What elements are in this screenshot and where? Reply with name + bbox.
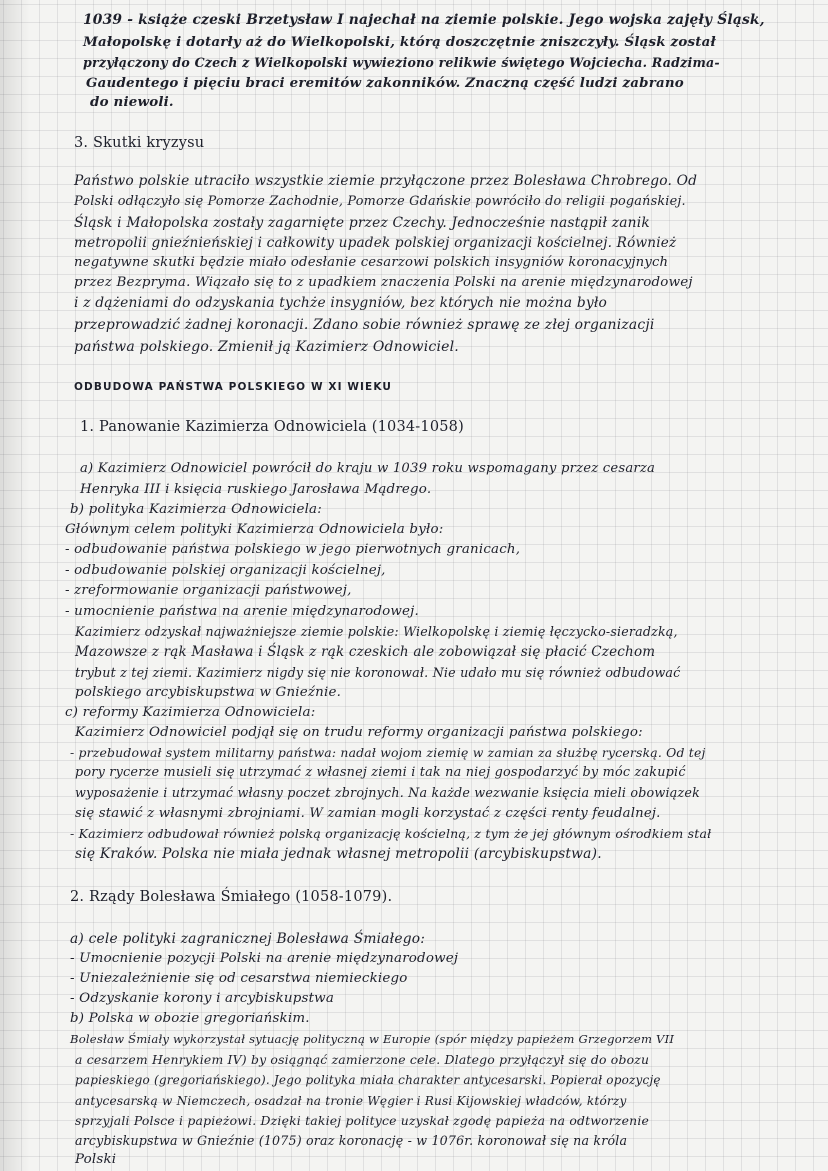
- text-line: Kazimierz odzyskał najważniejsze ziemie polskie: Wielkopolskę i ziemię łęczycko-sieradzką,: [75, 624, 678, 639]
- text-line: 1039 - książe czeski Brzetysław I najechał na ziemie polskie. Jego wojska zajęły Śląsk,: [83, 12, 765, 28]
- text-line: b) polityka Kazimierza Odnowiciela:: [70, 502, 322, 517]
- text-line: Polski odłączyło się Pomorze Zachodnie, Pomorze Gdańskie powróciło do religii pogańskiej.: [74, 194, 686, 209]
- list-item: - odbudowanie polskiej organizacji kościelnej,: [65, 563, 386, 578]
- text-line: papieskiego (gregoriańskiego). Jego polityka miała charakter antycesarski. Popierał opozycję: [75, 1073, 661, 1087]
- text-line: trybut z tej ziemi. Kazimierz nigdy się nie koronował. Nie udało mu się również odbudować: [75, 665, 681, 680]
- text-line: do niewoli.: [90, 94, 174, 110]
- list-item: - zreformowanie organizacji państwowej,: [65, 583, 352, 598]
- text-line: Państwo polskie utraciło wszystkie ziemie przyłączone przez Bolesława Chrobrego. Od: [74, 173, 698, 189]
- text-line: metropolii gnieźnieńskiej i całkowity upadek polskiej organizacji kościelnej. Również: [74, 235, 677, 251]
- text-line: pory rycerze musieli się utrzymać z własnej ziemi i tak na niej gospodarzyć by móc zakupić: [75, 765, 686, 780]
- text-line: a) cele polityki zagranicznej Bolesława Śmiałego:: [70, 931, 426, 947]
- list-item: - odbudowanie państwa polskiego w jego pierwotnych granicach,: [65, 542, 521, 557]
- list-item: - Odzyskanie korony i arcybiskupstwa: [70, 991, 335, 1006]
- page-edge-shadow: [0, 0, 30, 1171]
- section-heading-skutki-kryzysu: 3. Skutki kryzysu: [74, 135, 205, 151]
- chapter-title: ODBUDOWA PAŃSTWA POLSKIEGO W XI WIEKU: [74, 381, 392, 393]
- text-line: negatywne skutki będzie miało odesłanie cesarzowi polskich insygniów koronacyjnych: [74, 255, 669, 270]
- list-item: - Kazimierz odbudował również polską organizację kościelną, z tym że jej głównym ośrodkiem stał: [70, 826, 712, 841]
- text-line: państwa polskiego. Zmienił ją Kazimierz Odnowiciel.: [74, 339, 459, 355]
- text-line: przez Bezpryma. Wiązało się to z upadkiem znaczenia Polski na arenie międzynarodowej: [74, 275, 693, 290]
- text-line: Głównym celem polityki Kazimierza Odnowiciela było:: [65, 522, 444, 537]
- text-line: antycesarską w Niemczech, osadzał na tronie Węgier i Rusi Kijowskiej władców, którzy: [75, 1094, 627, 1108]
- list-item: - umocnienie państwa na arenie międzynarodowej.: [65, 604, 419, 619]
- text-line: Kazimierz Odnowiciel podjął się on trudu reformy organizacji państwa polskiego:: [75, 725, 643, 740]
- section-heading-boleslaw-smialy: 2. Rządy Bolesława Śmiałego (1058-1079).: [70, 889, 393, 905]
- text-line: a) Kazimierz Odnowiciel powrócił do kraju w 1039 roku wspomagany przez cesarza: [80, 461, 656, 476]
- text-line: c) reformy Kazimierza Odnowiciela:: [65, 705, 316, 720]
- section-heading-kazimierz-odnowiciel: 1. Panowanie Kazimierza Odnowiciela (1034-1058): [80, 419, 464, 435]
- text-line: sprzyjali Polsce i papieżowi. Dzięki takiej polityce uzyskał zgodę papieża na odtworzenie: [75, 1113, 650, 1128]
- text-line: przyłączony do Czech z Wielkopolski wywieziono relikwie świętego Wojciecha. Radzima-: [83, 55, 720, 70]
- text-line: Bolesław Śmiały wykorzystał sytuację polityczną w Europie (spór między papieżem Grzegorzem VII: [70, 1032, 675, 1046]
- list-item: - Umocnienie pozycji Polski na arenie międzynarodowej: [70, 951, 459, 966]
- text-line: Polski: [75, 1152, 117, 1167]
- text-line: Henryka III i księcia ruskiego Jarosława Mądrego.: [80, 482, 432, 497]
- list-item: - Uniezależnienie się od cesarstwa niemieckiego: [70, 971, 408, 986]
- text-line: się Kraków. Polska nie miała jednak własnej metropolii (arcybiskupstwa).: [75, 846, 602, 862]
- text-line: arcybiskupstwa w Gnieźnie (1075) oraz koronację - w 1076r. koronował się na króla: [75, 1133, 628, 1148]
- text-line: polskiego arcybiskupstwa w Gnieźnie.: [75, 685, 342, 700]
- text-line: b) Polska w obozie gregoriańskim.: [70, 1011, 310, 1026]
- list-item: - przebudował system militarny państwa: nadał wojom ziemię w zamian za służbę rycerską. Od tej: [70, 745, 706, 760]
- text-line: a cesarzem Henrykiem IV) by osiągnąć zamierzone cele. Dlatego przyłączył się do obozu: [75, 1052, 650, 1067]
- text-line: i z dążeniami do odzyskania tychże insygniów, bez których nie można było: [74, 295, 608, 311]
- text-line: przeprowadzić żadnej koronacji. Zdano sobie również sprawę ze złej organizacji: [74, 317, 655, 333]
- text-line: Śląsk i Małopolska zostały zagarnięte przez Czechy. Jednocześnie nastąpił zanik: [74, 215, 650, 231]
- text-line: Gaudentego i pięciu braci eremitów zakonników. Znaczną część ludzi zabrano: [86, 75, 684, 91]
- text-line: Małopolskę i dotarły aż do Wielkopolski, którą doszczętnie zniszczyły. Śląsk został: [83, 34, 716, 50]
- text-line: się stawić z własnymi zbrojniami. W zamian mogli korzystać z części renty feudalnej.: [75, 806, 661, 821]
- text-line: wyposażenie i utrzymać własny poczet zbrojnych. Na każde wezwanie księcia mieli obowiązek: [75, 785, 700, 800]
- text-line: Mazowsze z rąk Masława i Śląsk z rąk czeskich ale zobowiązał się płacić Czechom: [75, 644, 656, 660]
